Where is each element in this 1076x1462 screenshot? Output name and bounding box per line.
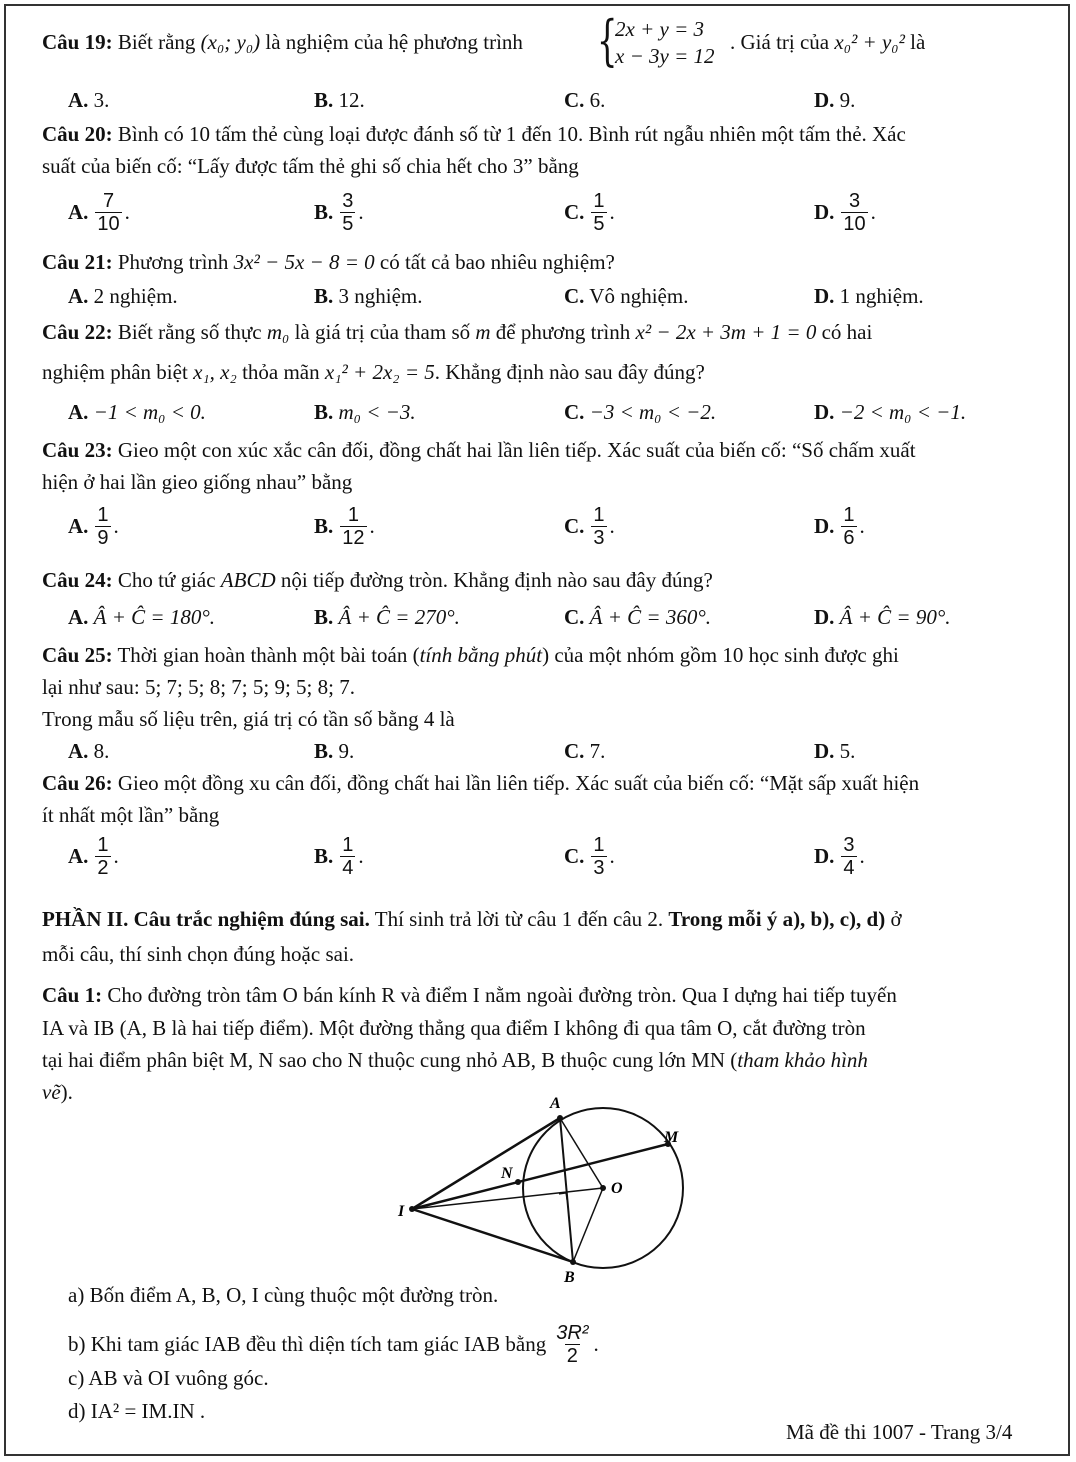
label-n: N: [501, 1165, 513, 1182]
page-footer: Mã đề thi 1007 - Trang 3/4: [786, 1420, 1013, 1444]
q25-option-c[interactable]: C. 7.: [564, 739, 606, 763]
q25-option-a[interactable]: A. 8.: [68, 739, 110, 763]
q23-option-b[interactable]: B. $\frac{1}{12}$ .: [314, 504, 375, 549]
p2q1-line4: vẽ).: [42, 1080, 73, 1104]
segment-bo: [573, 1188, 603, 1262]
q23-option-c[interactable]: C. $\frac{1}{3}$ .: [564, 504, 615, 549]
secant-im: [412, 1144, 668, 1209]
q19-stem: Câu 19: Biết rằng (x₀; y₀) là nghiệm của hệ phương trình: [42, 30, 523, 54]
q21-option-b[interactable]: B. 3 nghiệm.: [314, 284, 423, 308]
q20-option-a[interactable]: A. $\frac{7}{10}$ .: [68, 190, 130, 235]
p2q1-line1: Câu 1: Cho đường tròn tâm O bán kính R và điểm I nằm ngoài đường tròn. Qua I dựng hai tiếp tuyến: [42, 983, 897, 1007]
q20-option-d[interactable]: D. $\frac{3}{10}$ .: [814, 190, 876, 235]
q20-option-b[interactable]: B. $\frac{3}{5}$ .: [314, 190, 364, 235]
q20-line2: suất của biến cố: “Lấy được tấm thẻ ghi số chia hết cho 3” bằng: [42, 154, 579, 178]
q22-option-a[interactable]: A. −1 < m₀ < 0.: [68, 400, 206, 424]
p2q1-item-a[interactable]: a) Bốn điểm A, B, O, I cùng thuộc một đường tròn.: [68, 1283, 499, 1307]
part2-line2: mỗi câu, thí sinh chọn đúng hoặc sai.: [42, 942, 355, 966]
label-m: M: [664, 1129, 679, 1146]
label-o: O: [611, 1180, 623, 1197]
right-angle-mark: [559, 1193, 567, 1200]
q26-option-a[interactable]: A. $\frac{1}{2}$ .: [68, 834, 119, 879]
q22-option-d[interactable]: D. −2 < m₀ < −1.: [814, 400, 967, 424]
equation-system: 2x + y = 3 x − 3y = 12: [615, 17, 715, 69]
q24-option-a[interactable]: A. Â + Ĉ = 180°.: [68, 605, 215, 629]
point-a: [557, 1115, 563, 1121]
chord-ab: [560, 1118, 573, 1262]
p2q1-item-b[interactable]: b) Khi tam giác IAB đều thì diện tích tam giác IAB bằng $\frac{\text{3R²}}{2}$ .: [68, 1322, 599, 1367]
q19-label: Câu 19:: [42, 30, 113, 54]
q23-line1: Câu 23: Gieo một con xúc xắc cân đối, đồng chất hai lần liên tiếp. Xác suất của biến cố: “Số chấm xuất: [42, 438, 916, 462]
q22-line2: nghiệm phân biệt x₁, x₂ thỏa mãn x₁² + 2x₂ = 5. Khẳng định nào sau đây đúng?: [42, 360, 705, 384]
q25-option-b[interactable]: B. 9.: [314, 739, 355, 763]
q23-option-a[interactable]: A. $\frac{1}{9}$ .: [68, 504, 119, 549]
p2q1-item-c[interactable]: c) AB và OI vuông góc.: [68, 1366, 269, 1390]
q26-option-b[interactable]: B. $\frac{1}{4}$ .: [314, 834, 364, 879]
q24-option-b[interactable]: B. Â + Ĉ = 270°.: [314, 605, 460, 629]
q21-option-d[interactable]: D. 1 nghiệm.: [814, 284, 924, 308]
p2q1-line2: IA và IB (A, B là hai tiếp điểm). Một đường thẳng qua điểm I không đi qua tâm O, cắt đường tròn: [42, 1016, 866, 1040]
q26-option-d[interactable]: D. $\frac{3}{4}$ .: [814, 834, 865, 879]
q19-option-d[interactable]: D. 9.: [814, 88, 856, 112]
label-a: A: [550, 1095, 561, 1112]
q25-option-d[interactable]: D. 5.: [814, 739, 856, 763]
q25-line1: Câu 25: Thời gian hoàn thành một bài toán (tính bằng phút) của một nhóm gồm 10 học sinh được ghi: [42, 643, 899, 667]
point-o: [600, 1185, 606, 1191]
q20-line1: Câu 20: Bình có 10 tấm thẻ cùng loại được đánh số từ 1 đến 10. Bình rút ngẫu nhiên một tấm thẻ. Xác: [42, 122, 906, 146]
q19-option-c[interactable]: C. 6.: [564, 88, 606, 112]
q23-option-d[interactable]: D. $\frac{1}{6}$ .: [814, 504, 865, 549]
q19-option-b[interactable]: B. 12.: [314, 88, 365, 112]
q23-line2: hiện ở hai lần gieo giống nhau” bằng: [42, 470, 353, 494]
q22-option-c[interactable]: C. −3 < m₀ < −2.: [564, 400, 717, 424]
q24-option-d[interactable]: D. Â + Ĉ = 90°.: [814, 605, 951, 629]
geometry-figure: [380, 1090, 720, 1290]
q24-option-c[interactable]: C. Â + Ĉ = 360°.: [564, 605, 711, 629]
point-b: [570, 1259, 576, 1265]
q21-option-c[interactable]: C. Vô nghiệm.: [564, 284, 689, 308]
q24-stem: Câu 24: Cho tứ giác ABCD nội tiếp đường tròn. Khẳng định nào sau đây đúng?: [42, 568, 713, 592]
q26-option-c[interactable]: C. $\frac{1}{3}$ .: [564, 834, 615, 879]
q26-line2: ít nhất một lần” bằng: [42, 803, 220, 827]
q25-line2: lại như sau: 5; 7; 5; 8; 7; 5; 9; 5; 8; 7.: [42, 675, 355, 699]
q25-line3: Trong mẫu số liệu trên, giá trị có tần số bằng 4 là: [42, 707, 455, 731]
label-b: B: [564, 1269, 575, 1286]
part2-heading: PHẦN II. Câu trắc nghiệm đúng sai. Thí sinh trả lời từ câu 1 đến câu 2. Trong mỗi ý a), b), c), d) ở: [42, 907, 902, 931]
q21-stem: Câu 21: Phương trình 3x² − 5x − 8 = 0 có tất cả bao nhiêu nghiệm?: [42, 250, 615, 274]
segment-ao: [560, 1118, 603, 1188]
q22-option-b[interactable]: B. m₀ < −3.: [314, 400, 416, 424]
tangent-ib: [412, 1209, 573, 1262]
point-i: [409, 1206, 415, 1212]
system-brace: {: [596, 9, 618, 72]
q26-line1: Câu 26: Gieo một đồng xu cân đối, đồng chất hai lần liên tiếp. Xác suất của biến cố: “Mặt sấp xuất hiện: [42, 771, 920, 795]
q19-option-a[interactable]: A. 3.: [68, 88, 110, 112]
q20-option-c[interactable]: C. $\frac{1}{5}$ .: [564, 190, 615, 235]
q21-option-a[interactable]: A. 2 nghiệm.: [68, 284, 178, 308]
point-n: [515, 1179, 521, 1185]
p2q1-item-d[interactable]: d) IA² = IM.IN .: [68, 1399, 206, 1423]
p2q1-line3: tại hai điểm phân biệt M, N sao cho N thuộc cung nhỏ AB, B thuộc cung lớn MN (tham khảo hình: [42, 1048, 868, 1072]
label-i: I: [398, 1203, 405, 1220]
q22-line1: Câu 22: Biết rằng số thực m₀ là giá trị của tham số m để phương trình x² − 2x + 3m + 1 = 0 có hai: [42, 320, 873, 344]
